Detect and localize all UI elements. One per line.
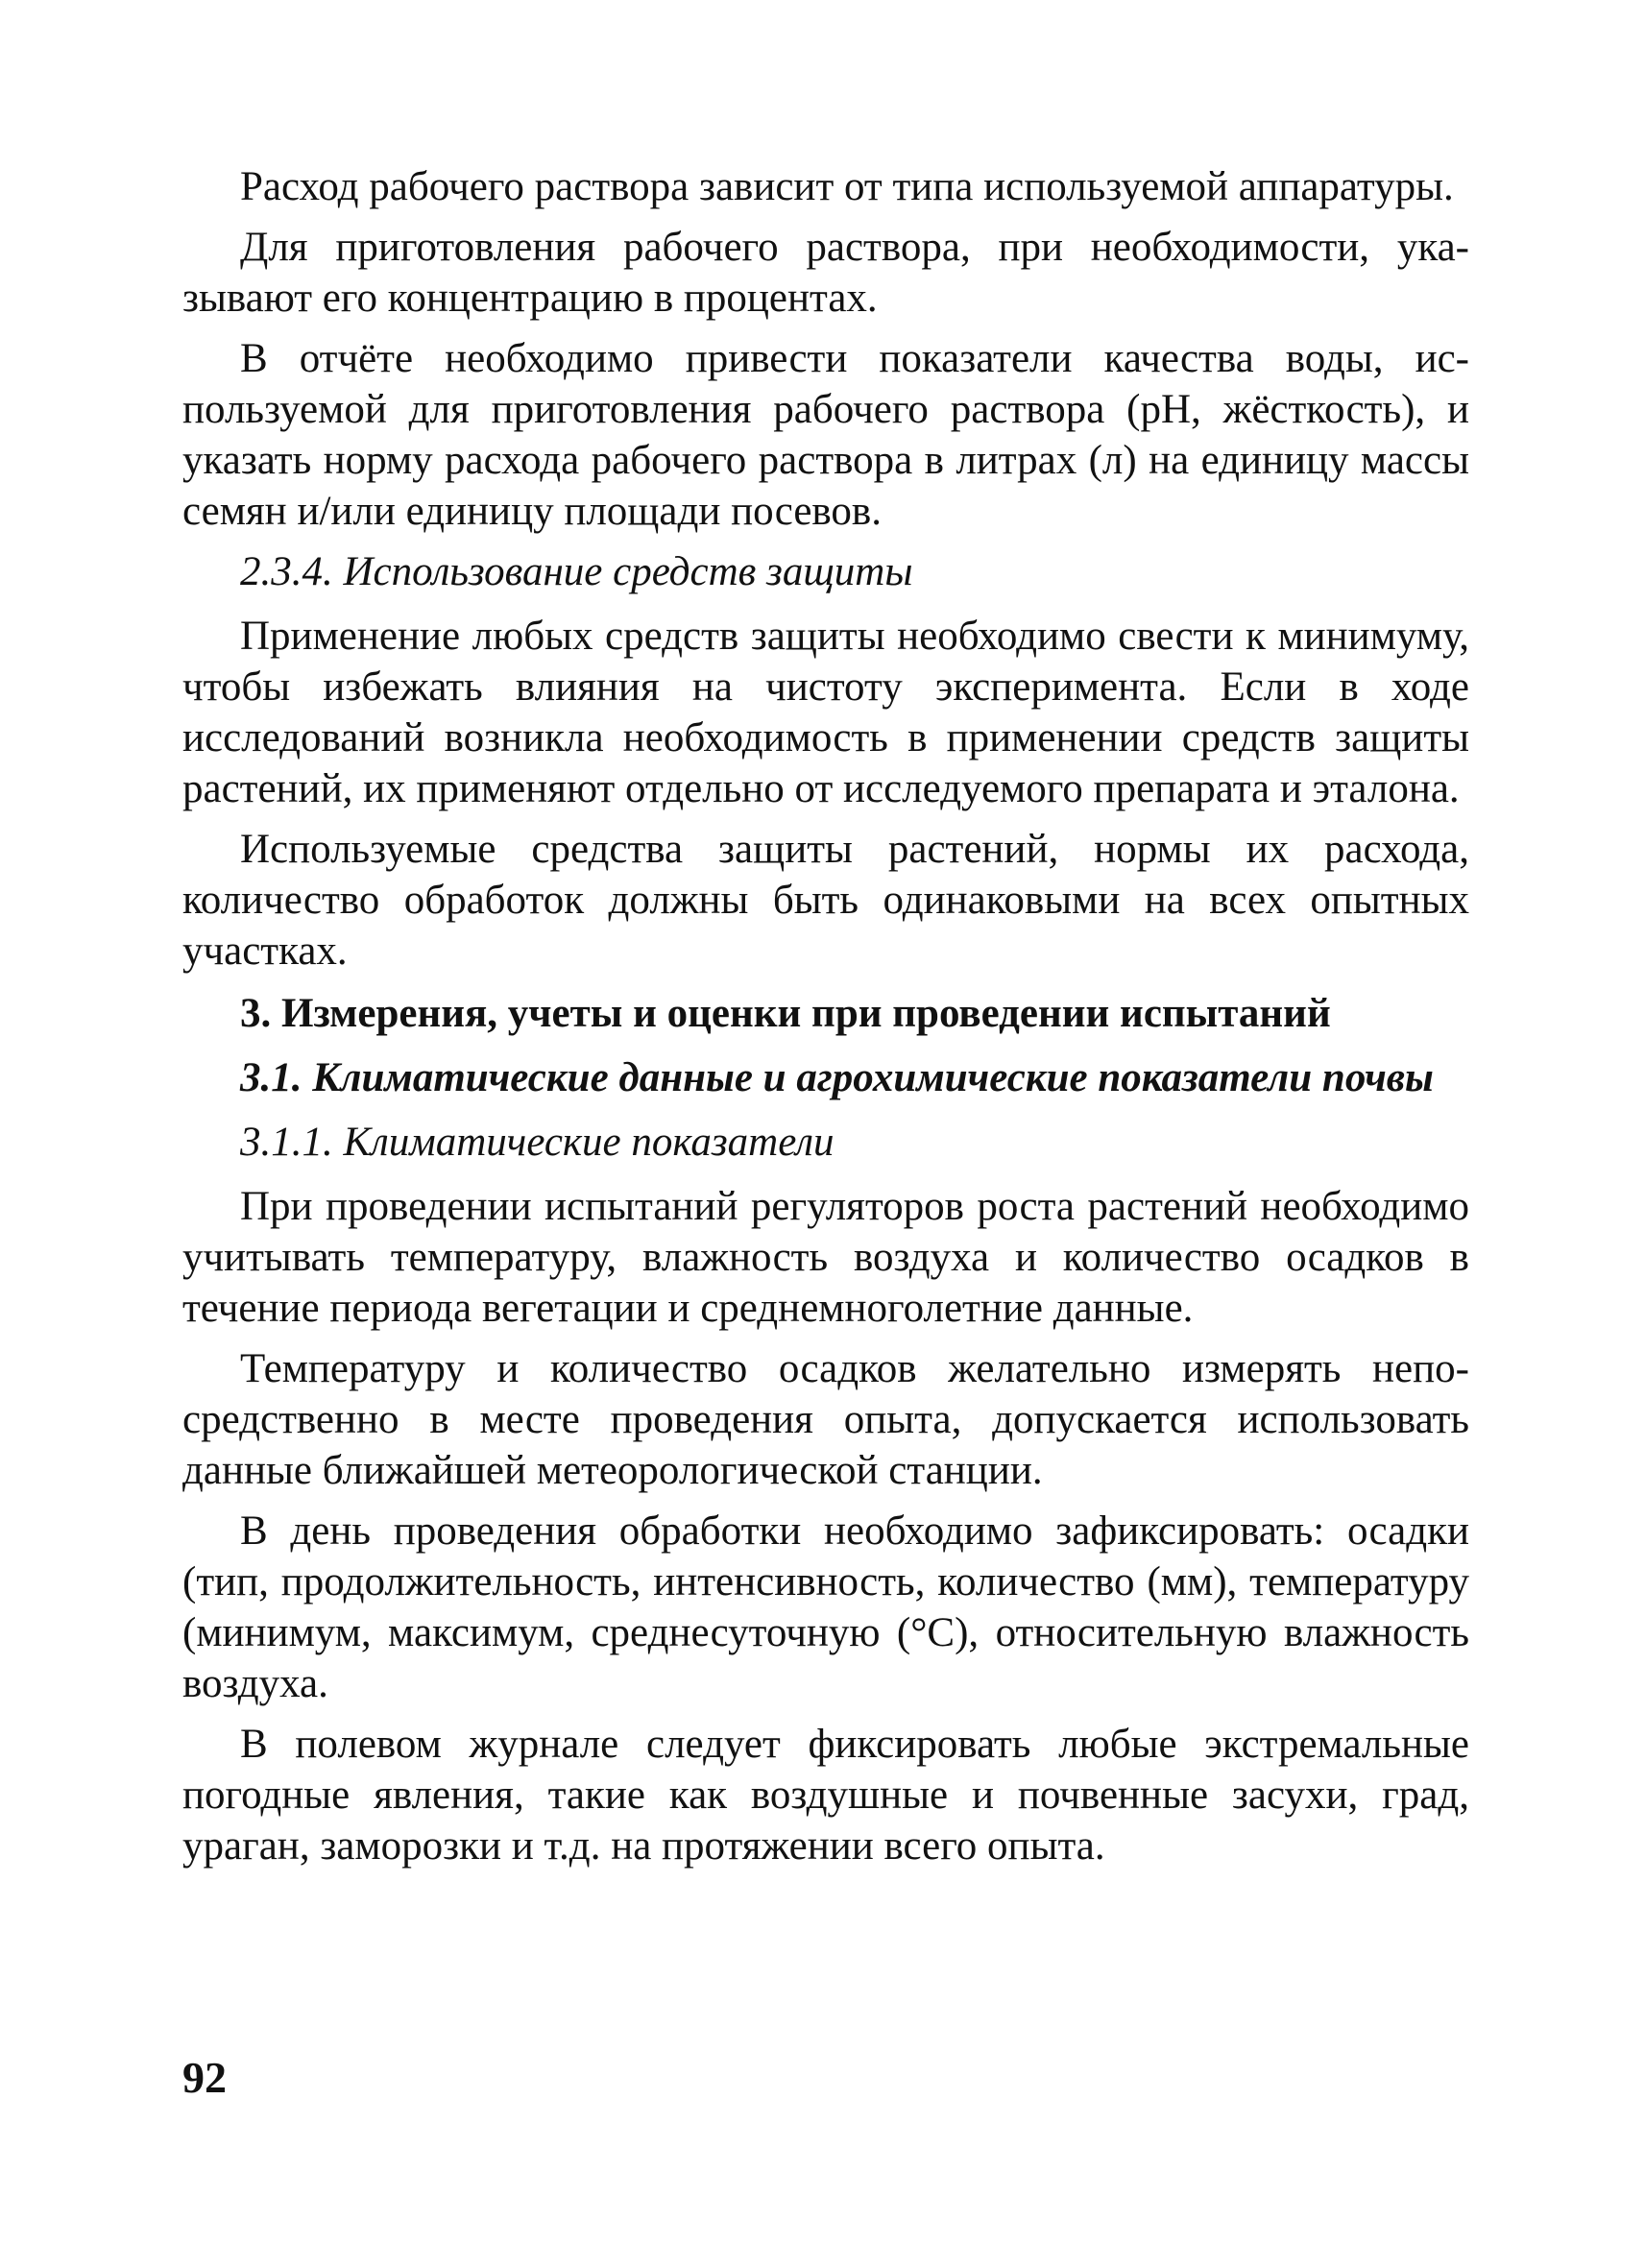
- section-heading: 3. Измерения, учеты и оценки при проведении испытаний: [240, 991, 1331, 1036]
- subsection-heading: 3.1. Климатические данные и агрохимические показатели почвы: [240, 1055, 1434, 1100]
- page-number: 92: [182, 2053, 227, 2102]
- paragraph: В отчёте необходимо привести показатели качества воды, используемой для приготовления рабочего раствора (pH, жёсткость), и указать норму расхода рабочего раствора в литрах (л) на единицу массы семян и/или единицу площади посевов.: [182, 336, 1469, 534]
- paragraph: Расход рабочего раствора зависит от типа используемой аппаратуры.: [240, 164, 1454, 209]
- body-text: [182, 161, 1469, 1881]
- paragraph: В полевом журнале следует фиксировать любые экстремальные погодные явления, такие как воздушные и почвенные засухи, град, ураган, заморозки и т.д. на протяжении всего опыта.: [182, 1722, 1469, 1869]
- paragraph: При проведении испытаний регуляторов роста растений необходимо учитывать температуру, влажность воздуха и количество осадков в течение периода вегетации и среднемноголетние данные.: [182, 1184, 1469, 1331]
- paragraph: Температуру и количество осадков желательно измерять непосредственно в месте проведения опыта, допускается использовать данные ближайшей метеорологической станции.: [182, 1346, 1469, 1493]
- paragraph: Для приготовления рабочего раствора, при необходимости, указывают его концентрацию в процентах.: [182, 225, 1469, 321]
- paragraph: Используемые средства защиты растений, нормы их расхода, количество обработок должны быть одинаковыми на всех опытных участках.: [182, 827, 1469, 974]
- subsection-heading: 3.1.1. Климатические показатели: [240, 1120, 835, 1165]
- paragraph: В день проведения обработки необходимо зафиксировать: осадки (тип, продолжительность, интенсивность, количество (мм), температуру (минимум, максимум, среднесуточную (°С), относительную влажность воздуха.: [182, 1508, 1469, 1706]
- paragraph: Применение любых средств защиты необходимо свести к минимуму, чтобы избежать влияния на чистоту эксперимента. Если в ходе исследований возникла необходимость в применении средств защиты растений, их применяют отдельно от исследуемого препарата и эталона.: [182, 614, 1469, 811]
- subsection-heading: 2.3.4. Использование средств защиты: [240, 549, 913, 594]
